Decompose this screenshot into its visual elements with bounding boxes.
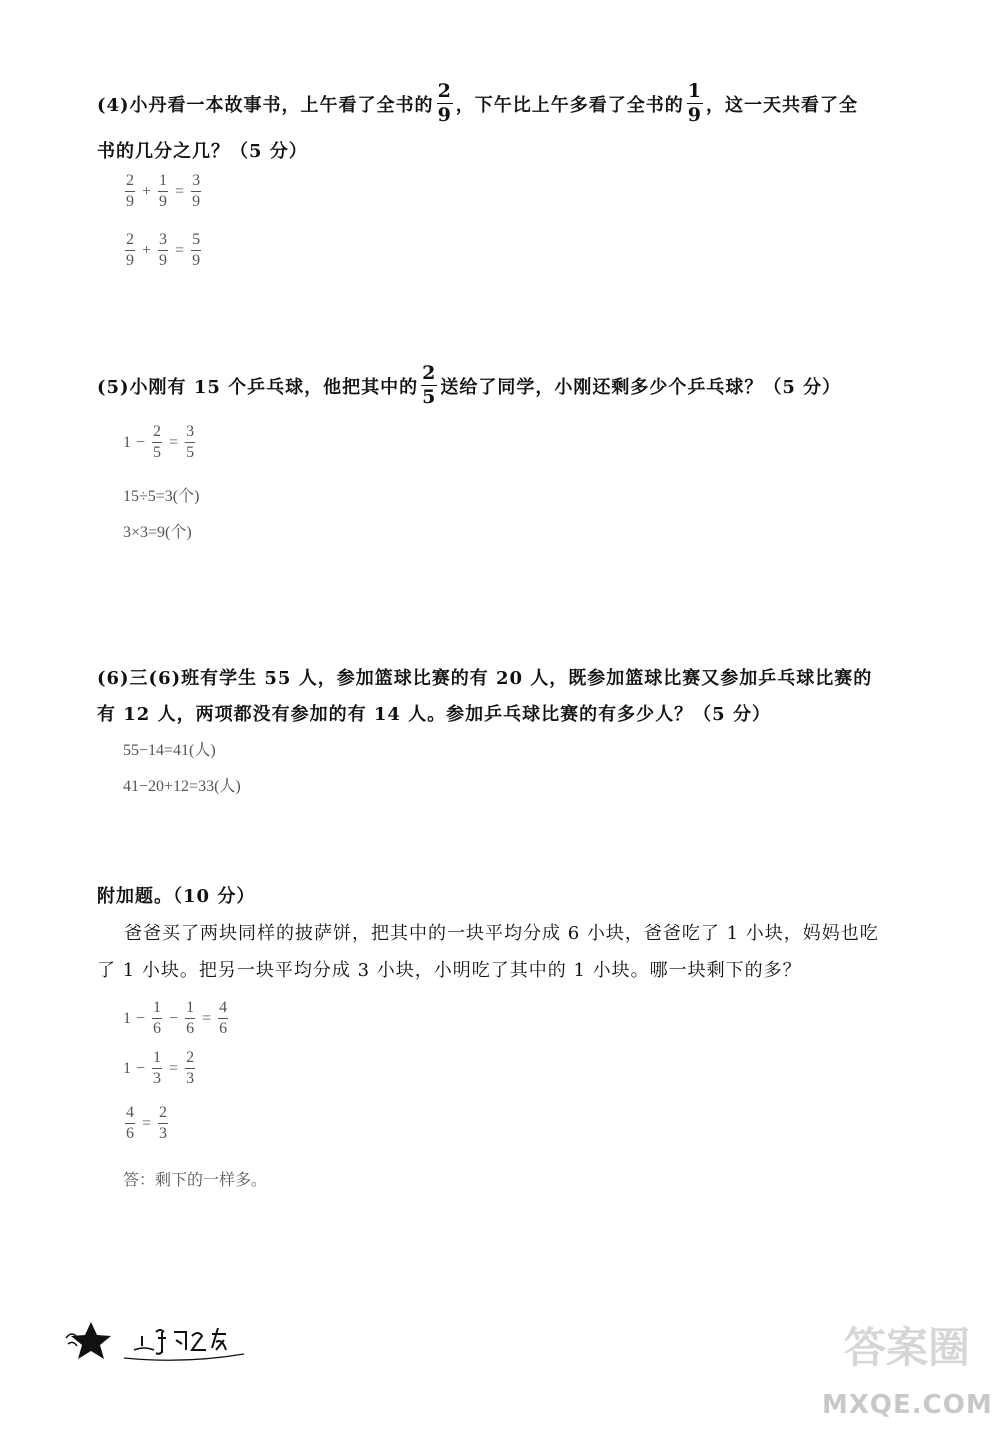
question-5-text-a: (5)小刚有 15 个乒乓球，他把其中的 <box>97 376 419 398</box>
fraction: $\frac{1}{3}$ <box>153 1049 162 1087</box>
question-5-line-1 <box>97 364 927 407</box>
fraction: $\frac{4}{6}$ <box>219 999 228 1037</box>
answer-6-step-1: 55−14=41(人) <box>123 742 216 759</box>
fraction: $\frac{1}{6}$ <box>153 999 162 1037</box>
bonus-answer-step-3: $\frac{4}{6}$ = $\frac{2}{3}$ <box>126 1104 168 1142</box>
watermark-text: MXQE.COM <box>822 1390 993 1420</box>
study-friend-logo <box>64 1318 254 1366</box>
fraction: $\frac{2}{9}$ <box>437 80 452 126</box>
fraction: $\frac{2}{3}$ <box>186 1049 195 1087</box>
fraction: $\frac{4}{6}$ <box>126 1104 134 1142</box>
fraction: $\frac{2}{9}$ <box>126 172 134 210</box>
question-4-line-2: 书的几分之几？（5 分） <box>97 141 308 162</box>
fraction: $\frac{3}{9}$ <box>192 172 201 210</box>
answer-6-step-2: 41−20+12=33(人) <box>123 778 241 795</box>
star-icon <box>71 1322 111 1359</box>
watermark-mark-icon <box>822 1310 992 1380</box>
bonus-line-2: 了 1 小块。把另一块平均分成 3 小块，小明吃了其中的 1 小块。哪一块剩下的多？ <box>97 960 802 981</box>
fraction: $\frac{2}{5}$ <box>422 362 437 408</box>
answer-5-step-3: 3×3=9(个) <box>123 524 192 541</box>
fraction: $\frac{2}{9}$ <box>126 231 134 269</box>
answer-4-step-2: $\frac{2}{9}$ + $\frac{3}{9}$ = $\frac{5}{9}$ <box>126 231 201 269</box>
bonus-title: 附加题。（10 分） <box>97 886 256 907</box>
fraction: $\frac{3}{9}$ <box>159 231 168 269</box>
fraction: $\frac{1}{9}$ <box>687 80 703 126</box>
fraction: $\frac{3}{5}$ <box>186 423 195 461</box>
answer-4-step-1: $\frac{2}{9}$ + $\frac{1}{9}$ = $\frac{3}{9}$ <box>126 172 201 210</box>
question-4-text-a: (4)小丹看一本故事书，上午看了全书的 <box>97 94 434 116</box>
fraction: $\frac{1}{9}$ <box>159 172 168 210</box>
bonus-line-1: 爸爸买了两块同样的披萨饼，把其中的一块平均分成 6 小块，爸爸吃了 1 小块，妈妈也吃 <box>124 923 879 944</box>
question-4-line-1 <box>97 82 927 125</box>
question-4-text-b: ，下午比上午多看了全书的 <box>455 94 684 116</box>
fraction: $\frac{5}{9}$ <box>192 231 201 269</box>
answer-5-step-1: 1 − $\frac{2}{5}$ = $\frac{3}{5}$ <box>123 423 195 461</box>
bonus-final-answer: 答：剩下的一样多。 <box>123 1170 268 1189</box>
fraction: $\frac{2}{3}$ <box>159 1104 168 1142</box>
question-4-text-c: ，这一天共看了全 <box>706 94 859 116</box>
watermark <box>822 1310 992 1420</box>
question-6-line-2: 有 12 人，两项都没有参加的有 14 人。参加乒乓球比赛的有多少人？（5 分） <box>97 704 771 725</box>
question-6-line-1: (6)三(6)班有学生 55 人，参加篮球比赛的有 20 人，既参加篮球比赛又参加乒乓球比赛的 <box>97 668 873 689</box>
answer-5-step-2: 15÷5=3(个) <box>123 488 200 505</box>
fraction: $\frac{1}{6}$ <box>186 999 195 1037</box>
bonus-answer-step-2: 1 − $\frac{1}{3}$ = $\frac{2}{3}$ <box>123 1049 195 1087</box>
bonus-answer-step-1: 1 − $\frac{1}{6}$ − $\frac{1}{6}$ = $\frac{4}{6}$ <box>123 999 228 1037</box>
watermark-mark: 答案圈 <box>843 1323 971 1372</box>
question-5-text-b: 送给了同学，小刚还剩多少个乒乓球？（5 分） <box>440 376 842 398</box>
fraction: $\frac{2}{5}$ <box>153 423 162 461</box>
